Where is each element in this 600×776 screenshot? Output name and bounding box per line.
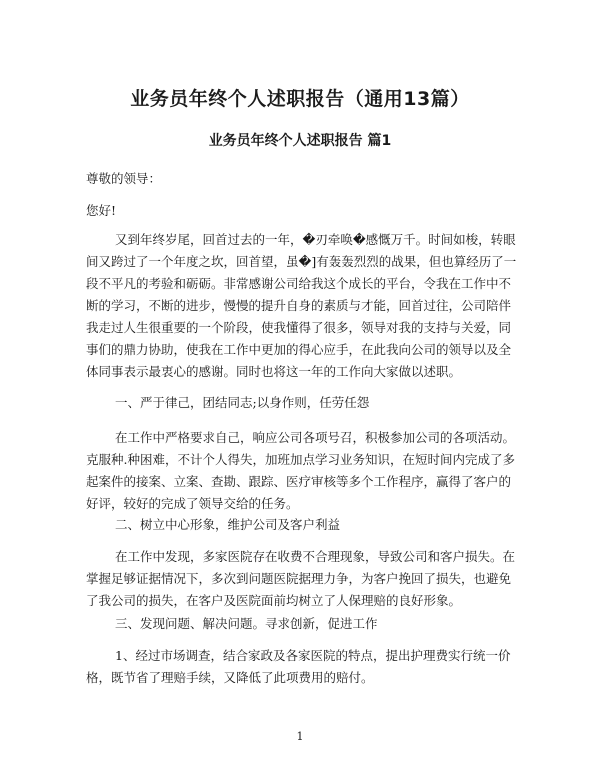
section-title: 业务员年终个人述职报告 篇1 [208,133,392,149]
salutation: 尊敬的领导： [86,171,162,186]
heading-1: 一、严于律己，团结同志;以身作则，任劳任怨 [115,395,370,410]
heading-3: 三、发现问题、解决问题。寻求创新，促进工作 [115,616,378,631]
heading-2: 二、树立中心形象，维护公司及客户利益 [115,517,341,532]
greeting: 您好! [86,203,117,218]
paragraph-1: 在工作中严格要求自己，响应公司各项号召，积极参加公司的各项活动。克服种.种困难，不计个人得失，加班加点学习业务知识，在短时间内完成了多起案件的接案、立案、查勘、跟踪、医疗审核等多个工作程序，赢得了客户的好评，较好的完成了领导交给的任务。 [86,430,516,511]
paragraph-2: 在工作中发现，多家医院存在收费不合理现象，导致公司和客户损失。在掌握足够证据情况下，多次到问题医院据理力争，为客户挽回了损失，也避免了我公司的损失，在客户及医院面前均树立了人保理赔的良好形象。 [86,549,516,608]
paragraph-3: 1、经过市场调查，结合家政及各家医院的特点，提出护理费实行统一价格，既节省了理赔手续，又降低了此项费用的赔付。 [86,648,511,685]
intro-paragraph: 又到年终岁尾，回首过去的一年，�刃牵唤�感慨万千。时间如梭，转眼间又跨过了一个年度之坎，回首望，虽�]有轰轰烈烈的战果，但也算经历了一段不平凡的考验和砺砺。非常感谢公司给我这个成长的平台，令我在工作中不断的学习，不断的进步，慢慢的提升自身的素质与才能，回首过往，公司陪伴我走过人生很重要的一个阶段，使我懂得了很多，领导对我的支持与关爱，同事们的鼎力协助，使我在工作中更加的得心应手，在此我向公司的领导以及全体同事表示最衷心的感谢。同时也将这一年的工作向大家做以述职。 [86,232,517,379]
document-title: 业务员年终个人述职报告（通用13篇） [130,88,470,110]
page-number: 1 [296,730,304,743]
